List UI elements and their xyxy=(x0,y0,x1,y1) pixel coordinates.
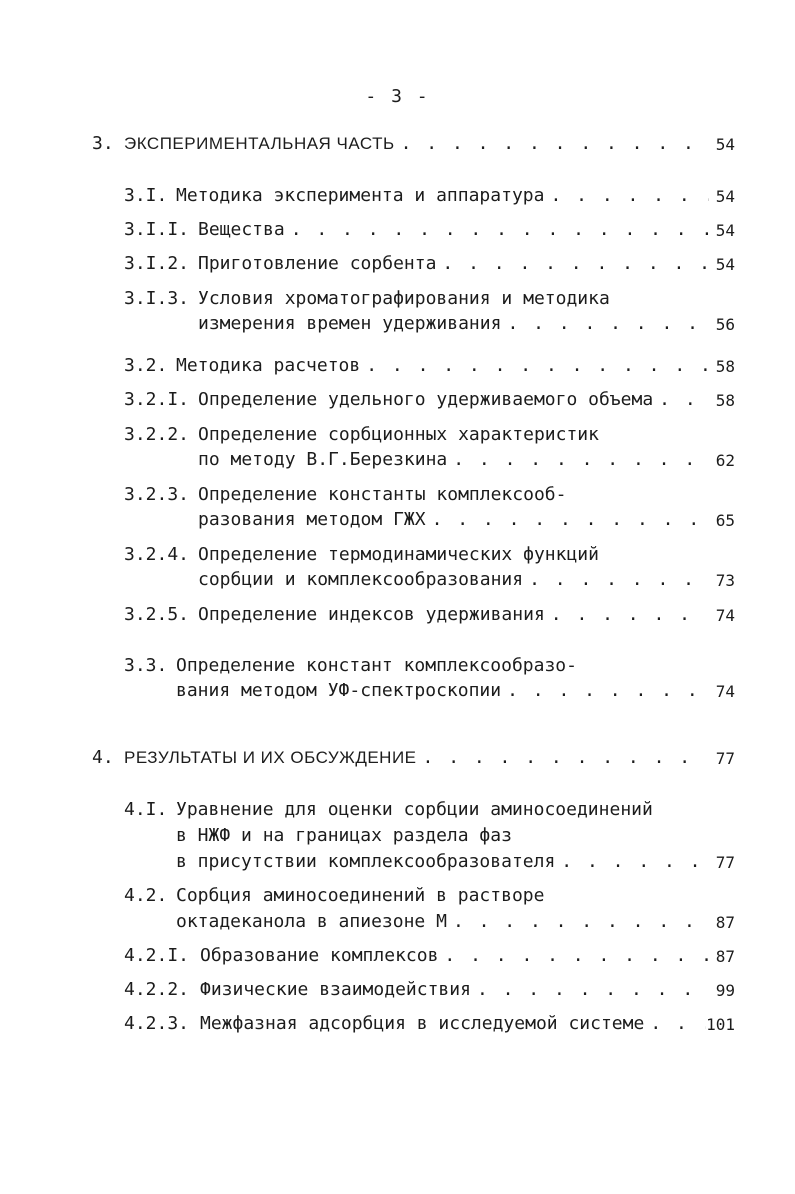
toc-entry-title-line1: Условия хроматографирования и методика xyxy=(198,288,610,309)
toc-entry-number: 4.2. xyxy=(124,885,168,906)
toc-entry-title: Определение индексов удерживания xyxy=(198,604,545,625)
toc-leader-dots xyxy=(447,449,709,470)
toc-entry-number: 3.I. xyxy=(124,185,168,206)
toc-entry-3-1-1[interactable] xyxy=(124,214,735,240)
toc-entry-3-1-3[interactable] xyxy=(198,308,735,334)
toc-entry-title: вания методом УФ-спектроскопии xyxy=(176,680,502,701)
toc-entry-3-2-3-line1[interactable] xyxy=(124,479,566,505)
toc-entry-title: сорбции и комплексообразования xyxy=(198,569,524,590)
toc-entry-page: 77 xyxy=(715,853,735,872)
toc-entry-number: 3.I.I. xyxy=(124,219,190,240)
toc-leader-dots xyxy=(426,509,709,530)
toc-entry-page: 54 xyxy=(715,221,735,240)
toc-entry-title: Физические взаимодействия xyxy=(200,979,471,1000)
toc-entry-number: 3.2.2. xyxy=(124,424,190,445)
toc-entry-4-1-line1[interactable] xyxy=(124,794,653,820)
toc-leader-dots xyxy=(285,219,709,240)
toc-entry-3-1-3-line1[interactable] xyxy=(124,283,610,309)
toc-entry-4-2-3[interactable] xyxy=(124,1008,735,1034)
toc-entry-page: 62 xyxy=(715,451,735,470)
toc-leader-dots xyxy=(644,1013,706,1034)
toc-entry-4-2[interactable] xyxy=(176,906,735,932)
toc-entry-title-line2: в НЖФ и на границах раздела фаз xyxy=(176,825,512,846)
toc-entry-number: 3.I.3. xyxy=(124,288,190,309)
toc-entry-page: 101 xyxy=(706,1015,735,1034)
toc-entry-number: 3.2.I. xyxy=(124,389,190,410)
toc-entry-3-2[interactable] xyxy=(124,350,735,376)
toc-entry-page: 58 xyxy=(715,357,735,376)
toc-leader-dots xyxy=(447,911,709,932)
toc-entry-3-3[interactable] xyxy=(176,675,735,701)
toc-entry-page: 58 xyxy=(715,391,735,410)
toc-entry-page: 54 xyxy=(715,255,735,274)
toc-entry-page: 99 xyxy=(715,981,735,1000)
toc-entry-number: 3.2.3. xyxy=(124,484,190,505)
toc-leader-dots xyxy=(471,979,709,1000)
toc-entry-4-2-2[interactable] xyxy=(124,974,735,1000)
toc-entry-title: октадеканола в апиезоне М xyxy=(176,911,447,932)
toc-entry-number: 3.2.5. xyxy=(124,604,190,625)
toc-entry-4-1-line2[interactable] xyxy=(176,820,512,846)
toc-leader-dots xyxy=(436,253,709,274)
toc-entry-title: Образование комплексов xyxy=(200,945,439,966)
toc-entry-page: 74 xyxy=(715,682,735,701)
toc-entry-title-line1: Определение термодинамических функций xyxy=(198,544,599,565)
toc-entry-3-1-2[interactable] xyxy=(124,248,735,274)
toc-entry-page: 87 xyxy=(715,913,735,932)
toc-leader-dots xyxy=(544,185,709,206)
toc-entry-3-2-3[interactable] xyxy=(198,504,735,530)
toc-entry-3-2-2-line1[interactable] xyxy=(124,419,599,445)
toc-entry-3-2-5[interactable] xyxy=(124,599,735,625)
toc-leader-dots xyxy=(438,945,709,966)
toc-leader-dots xyxy=(501,680,709,701)
toc-entry-page: 73 xyxy=(715,571,735,590)
toc-entry-title-line1: Уравнение для оценки сорбции аминосоединений xyxy=(176,799,653,820)
toc-entry-number: 4.2.I. xyxy=(124,945,190,966)
toc-entry-number: 3.2.4. xyxy=(124,544,190,565)
toc-entry-page: 54 xyxy=(715,135,735,154)
toc-leader-dots xyxy=(360,355,709,376)
toc-entry-3-1[interactable] xyxy=(124,180,735,206)
toc-entry-number: 3. xyxy=(92,133,114,154)
toc-entry-title: РЕЗУЛЬТАТЫ И ИХ ОБСУЖДЕНИЕ xyxy=(124,748,417,767)
toc-entry-title: Межфазная адсорбция в исследуемой системе xyxy=(200,1013,645,1034)
toc-entry-title: Методика эксперимента и аппаратура xyxy=(176,185,545,206)
toc-leader-dots xyxy=(545,604,709,625)
toc-entry-4-2-line1[interactable] xyxy=(124,880,544,906)
toc-entry-title-line1: Сорбция аминосоединений в растворе xyxy=(176,885,545,906)
toc-entry-3-3-line1[interactable] xyxy=(124,650,577,676)
toc-entry-page: 65 xyxy=(715,511,735,530)
toc-entry-4-1[interactable] xyxy=(176,846,735,872)
toc-entry-number: 3.2. xyxy=(124,355,168,376)
toc-entry-page: 74 xyxy=(715,606,735,625)
toc-entry-title-line1: Определение сорбционных характеристик xyxy=(198,424,599,445)
toc-entry-4[interactable] xyxy=(92,742,735,768)
toc-entry-page: 77 xyxy=(715,749,735,768)
toc-leader-dots xyxy=(653,389,709,410)
toc-entry-page: 54 xyxy=(715,187,735,206)
toc-entry-title: измерения времен удерживания xyxy=(198,313,502,334)
toc-entry-number: 3.3. xyxy=(124,655,168,676)
toc-leader-dots xyxy=(555,851,709,872)
toc-entry-3-2-2[interactable] xyxy=(198,444,735,470)
toc-entry-title: разования методом ГЖХ xyxy=(198,509,426,530)
toc-entry-number: 4.2.2. xyxy=(124,979,190,1000)
toc-entry-title-line1: Определение константы комплексооб- xyxy=(198,484,567,505)
toc-entry-3-2-4-line1[interactable] xyxy=(124,539,599,565)
toc-entry-title: Методика расчетов xyxy=(176,355,361,376)
toc-entry-title: Приготовление сорбента xyxy=(198,253,437,274)
toc-entry-title: Вещества xyxy=(198,219,285,240)
toc-entry-number: 4. xyxy=(92,747,114,768)
toc-leader-dots xyxy=(395,133,709,154)
toc-entry-number: 4.I. xyxy=(124,799,168,820)
toc-entry-page: 56 xyxy=(715,315,735,334)
toc-entry-title: Определение удельного удерживаемого объема xyxy=(198,389,654,410)
toc-leader-dots xyxy=(501,313,709,334)
toc-leader-dots xyxy=(523,569,709,590)
toc-entry-page: 87 xyxy=(715,947,735,966)
toc-entry-title: в присутствии комплексообразователя xyxy=(176,851,556,872)
toc-entry-title-line1: Определение констант комплексообразо- xyxy=(176,655,577,676)
toc-entry-3[interactable] xyxy=(92,128,735,154)
toc-entry-4-2-1[interactable] xyxy=(124,940,735,966)
toc-entry-3-2-1[interactable] xyxy=(124,384,735,410)
toc-entry-title: по методу В.Г.Березкина xyxy=(198,449,448,470)
toc-entry-title: ЭКСПЕРИМЕНТАЛЬНАЯ ЧАСТЬ xyxy=(124,134,395,153)
toc-leader-dots xyxy=(417,747,709,768)
toc-entry-number: 3.I.2. xyxy=(124,253,190,274)
page-number: - 3 - xyxy=(365,86,430,107)
toc-entry-number: 4.2.3. xyxy=(124,1013,190,1034)
toc-entry-3-2-4[interactable] xyxy=(198,564,735,590)
